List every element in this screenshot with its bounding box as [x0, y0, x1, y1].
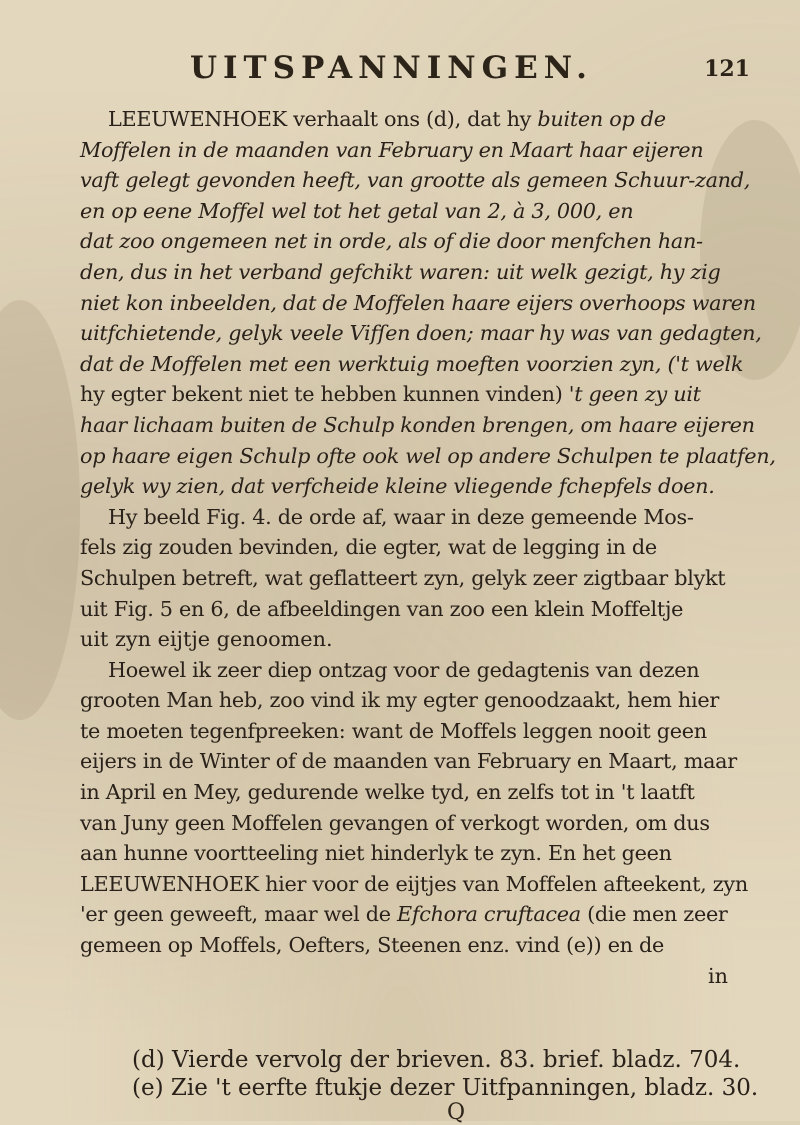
text-line — [80, 624, 770, 655]
text-line — [80, 196, 770, 227]
footnote: (d) Vierde vervolg der brieven. 83. brief. bladz. 704. — [132, 1047, 741, 1073]
footnote: (e) Zie 't eerfte ftukje dezer Uitfpanningen, bladz. 30. — [132, 1075, 759, 1101]
roman-text: uit Fig. 5 en 6, de afbeeldingen van zoo een klein Moffeltje — [80, 596, 684, 621]
roman-text: LEEUWENHOEK verhaalt ons (d), dat hy — [108, 107, 538, 131]
roman-text: uit zyn eijtje genoomen. — [80, 627, 333, 652]
text-line — [80, 563, 770, 594]
page-number: 121 — [704, 56, 750, 82]
signature-mark: Q — [447, 1100, 466, 1125]
italic-text: vaft gelegt gevonden heeft, van grootte als gemeen Schuur-zand, — [80, 168, 751, 193]
text-line — [80, 838, 770, 869]
italic-text: dat zoo ongemeen net in orde, als of die door menfchen han- — [80, 229, 703, 254]
roman-text: aan hunne voortteeling niet hinderlyk te zyn. En het geen — [80, 841, 672, 866]
roman-text: fels zig zouden bevinden, die egter, wat de legging in de — [80, 535, 657, 560]
page-header — [190, 50, 750, 94]
italic-text: en op eene Moffel wel tot het getal van 2, à 3, 000, en — [80, 198, 634, 223]
text-line — [80, 257, 770, 288]
roman-text: 'er geen geweeft, maar wel de — [80, 902, 398, 927]
text-line — [80, 746, 770, 777]
roman-text: Hoewel ik zeer diep ontzag voor de gedagtenis van dezen — [108, 657, 700, 682]
italic-text: haar lichaam buiten de Schulp konden brengen, om haare eijeren — [80, 412, 755, 437]
text-line — [80, 104, 770, 135]
text-line — [80, 777, 770, 808]
roman-text: gemeen op Moffels, Oefters, Steenen enz. vind (e)) en de — [80, 933, 665, 958]
catchword: in — [707, 963, 728, 988]
roman-text: te moeten tegenfpreeken: want de Moffels leggen nooit geen — [80, 718, 707, 743]
text-line — [80, 716, 770, 747]
text-line — [80, 226, 770, 257]
text-line — [80, 869, 770, 900]
italic-text: 't geen zy uit — [568, 382, 701, 407]
italic-text: op haare eigen Schulp ofte ook wel op andere Schulpen te plaatfen, — [80, 443, 776, 468]
text-line — [80, 685, 770, 716]
italic-text: niet kon inbeelden, dat de Moffelen haare eijers overhoops waren — [80, 290, 756, 315]
body-text — [80, 104, 776, 991]
text-line — [80, 410, 770, 441]
text-line — [80, 899, 770, 930]
text-line — [80, 165, 770, 196]
running-title: UITSPANNINGEN. — [190, 50, 593, 86]
roman-text: hy egter bekent niet te hebben kunnen vinden) — [80, 382, 569, 407]
roman-text: Hy beeld Fig. 4. de orde af, waar in deze gemeende Mos- — [108, 504, 694, 529]
roman-text: LEEUWENHOEK hier voor de eijtjes van Moffelen afteekent, zyn — [80, 871, 748, 896]
text-line — [80, 288, 770, 319]
text-line — [80, 379, 770, 410]
footnotes — [132, 1046, 759, 1102]
paper-stain — [0, 300, 80, 720]
roman-text: eijers in de Winter of de maanden van February en Maart, maar — [80, 749, 737, 774]
italic-text: Efchora cruftacea — [397, 902, 581, 927]
italic-text: gelyk wy zien, dat verfcheide kleine vliegende fchepfels doen. — [80, 474, 715, 499]
roman-text: Schulpen betreft, wat geflatteert zyn, gelyk zeer zigtbaar blykt — [80, 565, 726, 590]
text-line — [80, 502, 770, 533]
text-line — [80, 655, 770, 686]
text-line — [80, 135, 770, 166]
text-line — [80, 471, 770, 502]
text-line — [80, 532, 770, 563]
italic-text: dat de Moffelen met een werktuig moeften voorzien zyn, ('t welk — [80, 351, 744, 376]
roman-text: (die men zeer — [580, 902, 728, 927]
roman-text: in April en Mey, gedurende welke tyd, en zelfs tot in 't laatft — [80, 780, 695, 805]
roman-text: van Juny geen Moffelen gevangen of verkogt worden, om dus — [80, 810, 710, 835]
text-line — [80, 808, 770, 839]
italic-text: uitfchietende, gelyk veele Vifſen doen; maar hy was van gedagten, — [80, 321, 762, 346]
text-line — [80, 318, 770, 349]
text-line — [80, 594, 770, 625]
italic-text: den, dus in het verband gefchikt waren: uit welk gezigt, hy zig — [80, 259, 721, 284]
text-line — [80, 441, 776, 472]
roman-text: grooten Man heb, zoo vind ik my egter genoodzaakt, hem hier — [80, 688, 719, 713]
italic-text: buiten op de — [537, 107, 666, 131]
italic-text: Moffelen in de maanden van February en Maart haar eijeren — [80, 137, 704, 162]
text-line — [80, 349, 770, 380]
text-line — [80, 930, 770, 961]
